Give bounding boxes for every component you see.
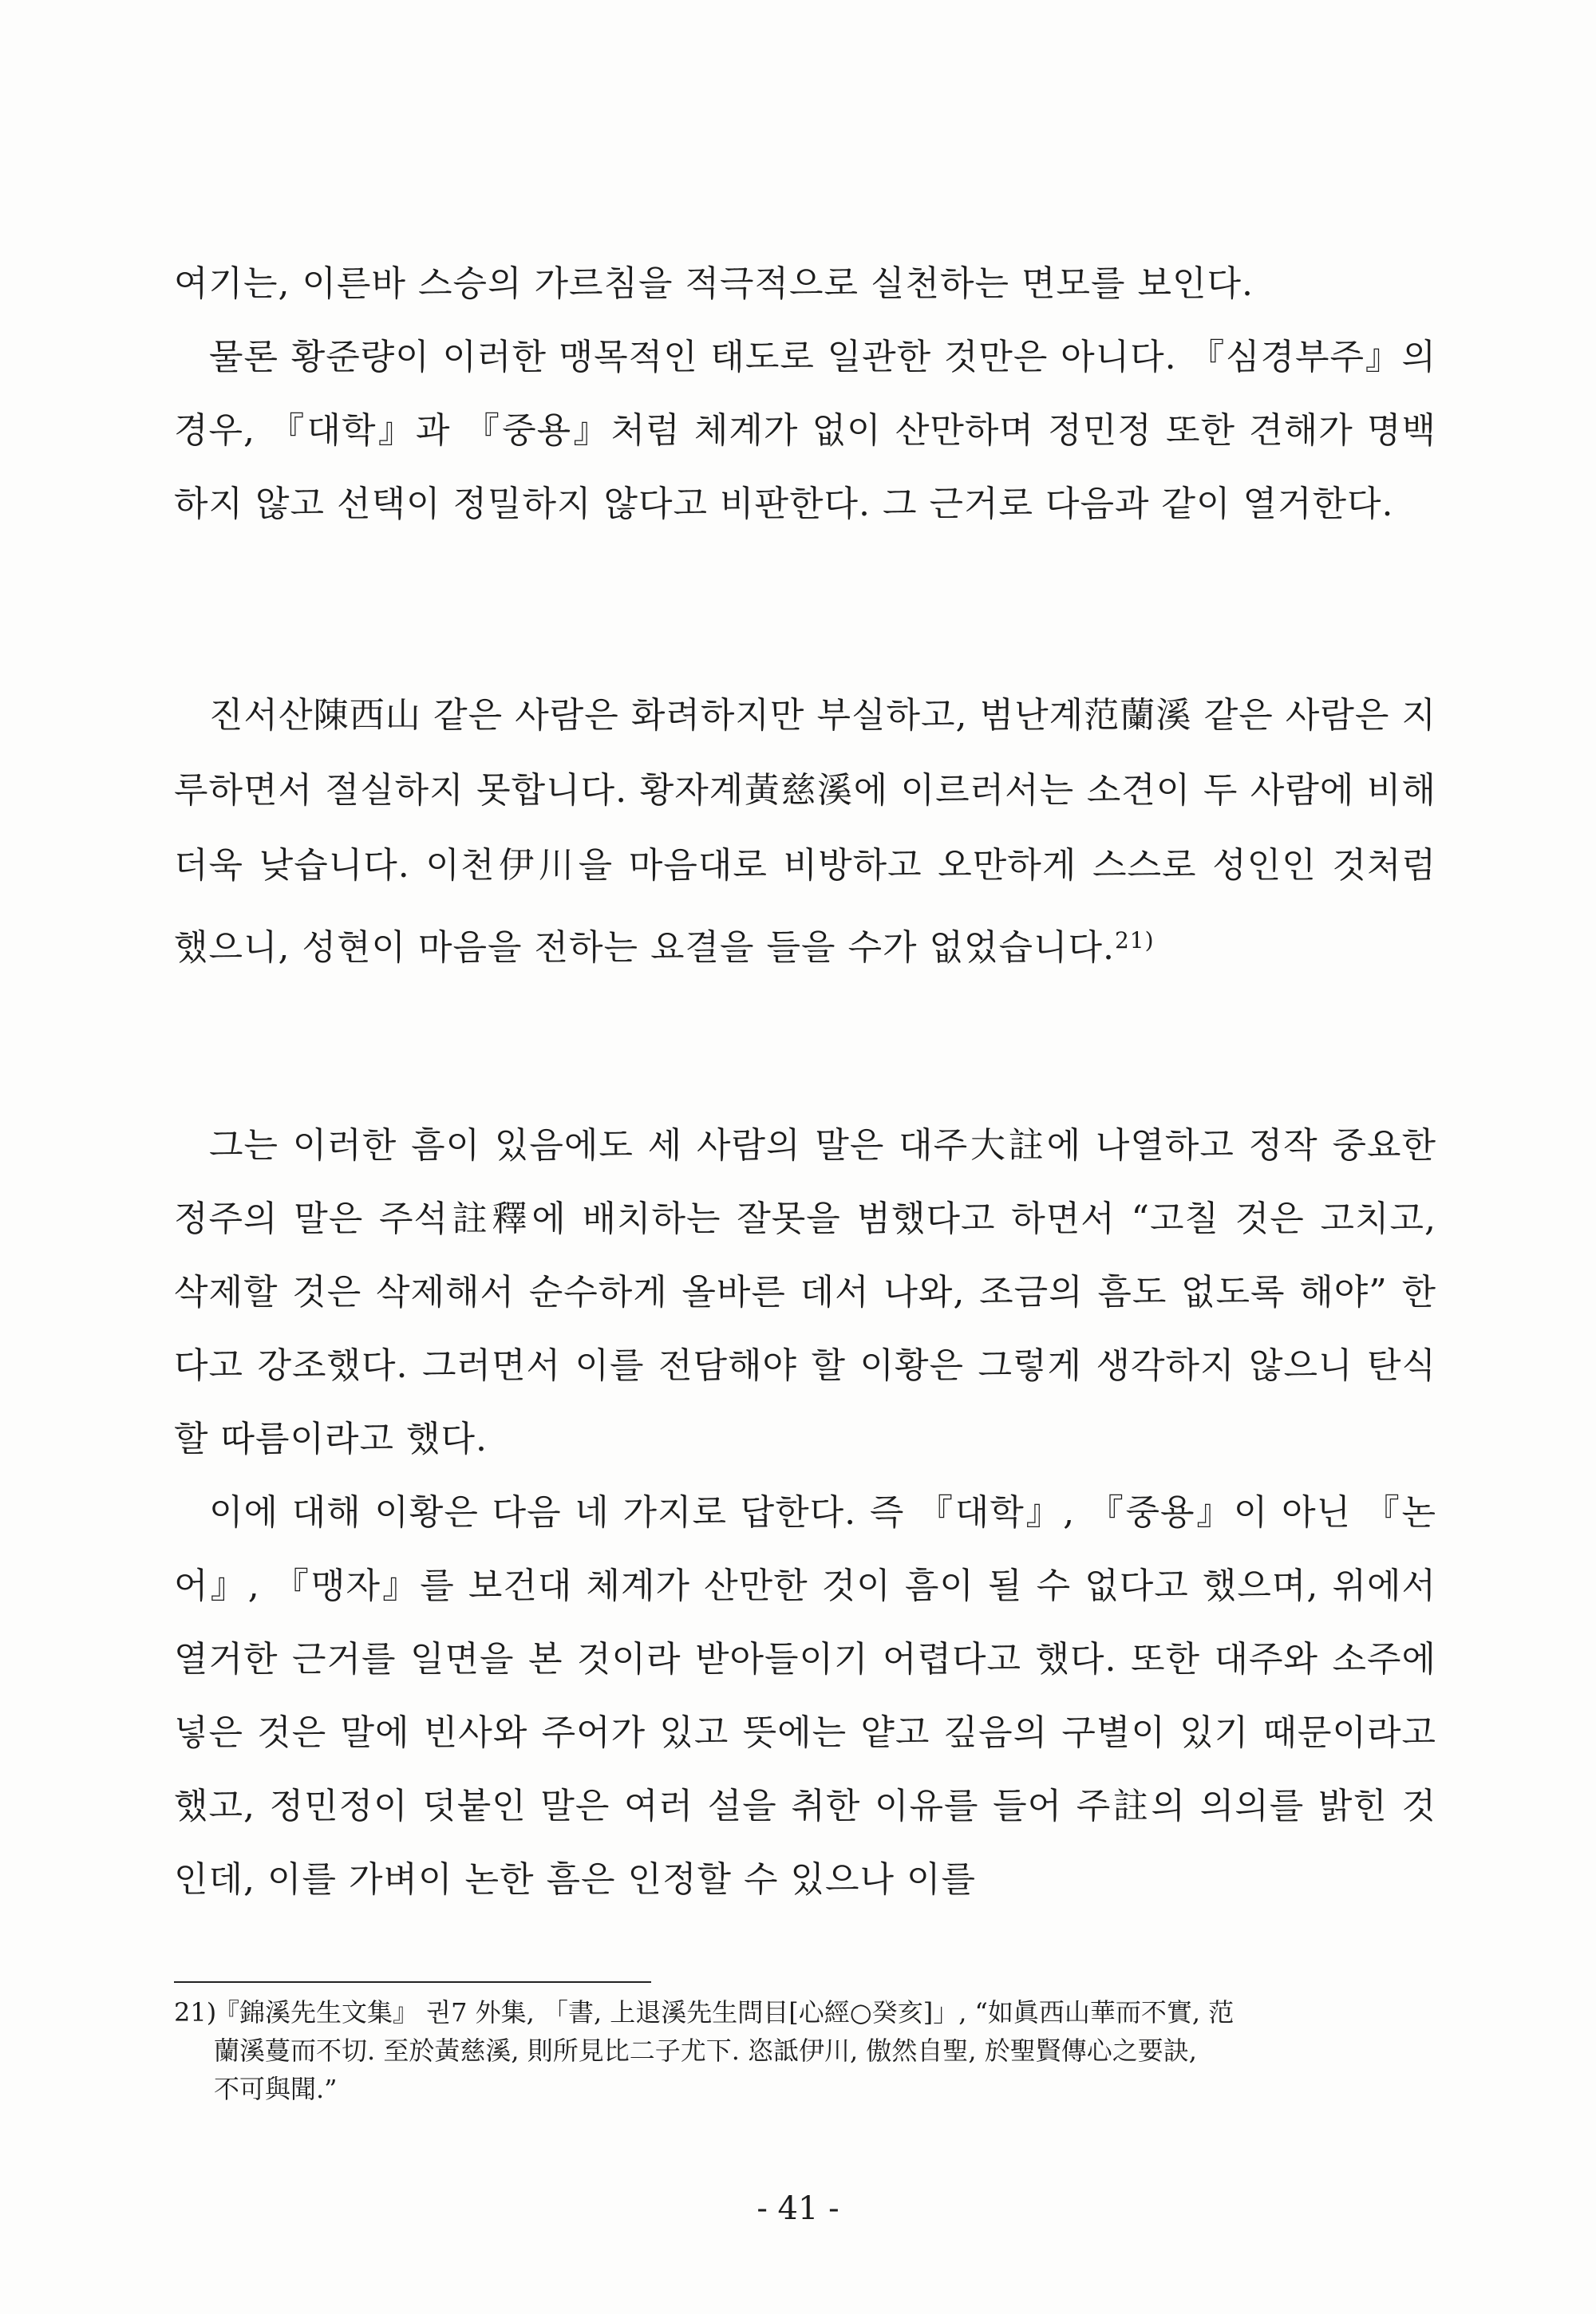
paragraph-4: 이에 대해 이황은 다음 네 가지로 답한다. 즉 『대학』, 『중용』이 아닌 『논어』, 『맹자』를 보건대 체계가 산만한 것이 흠이 될 수 없다고 했으며, 위에서 열거한 근거를 일면을 본 것이라 받아들이기 어렵다고 했다. 또한 대주와 소주에 넣은 것은 말에 빈사와 주어가 있고 뜻에는 얕고 깊음의 구별이 있기 때문이라고 했고, 정민정이 덧붙인 말은 여러 설을 취한 이유를 들어 주註의 의의를 밝힌 것인데, 이를 가벼이 논한 흠은 인정할 수 있으나 이를 (174, 1492, 1436, 1900)
footnote-number: 21) (174, 1997, 217, 2028)
footnote-line-2: 蘭溪蔓而不切. 至於黃慈溪, 則所見比二子尤下. 恣詆伊川, 傲然自聖, 於聖賢傳心之要訣, (214, 2036, 1197, 2066)
paragraph-3: 그는 이러한 흠이 있음에도 세 사람의 말은 대주大註에 나열하고 정작 중요한 정주의 말은 주석註釋에 배치하는 잘못을 범했다고 하면서 “고칠 것은 고치고, 삭제할 것은 삭제해서 순수하게 올바른 데서 나와, 조금의 흠도 없도록 해야” 한다고 강조했다. 그러면서 이를 전담해야 할 이황은 그렇게 생각하지 않으니 탄식할 따름이라고 했다. (174, 1125, 1436, 1459)
paragraph-1: 여기는, 이른바 스승의 가르침을 적극적으로 실천하는 면모를 보인다. (174, 263, 1254, 304)
main-text (174, 247, 1436, 541)
footnote-divider (174, 1981, 651, 1983)
footnote-line-1: 『錦溪先生文集』 권7 外集, 「書, 上退溪先生問目[心經○癸亥]」, “如眞西山華而不實, 范 (214, 1997, 1235, 2028)
page-number: - 41 - (757, 2190, 839, 2227)
footnote-ref: 21) (1114, 927, 1155, 954)
main-text-continued (174, 1109, 1436, 1917)
paragraph-2: 물론 황준량이 이러한 맹목적인 태도로 일관한 것만은 아니다. 『심경부주』의 경우, 『대학』과 『중용』처럼 체계가 없이 산만하며 정민정 또한 견해가 명백하지 않고 선택이 정밀하지 않다고 비판한다. 그 근거로 다음과 같이 열거한다. (174, 337, 1436, 524)
footnote-line-3: 不可與聞.” (214, 2074, 338, 2104)
quote-text (174, 678, 1436, 985)
footnote-21 (174, 1993, 1436, 2108)
block-quote (174, 678, 1436, 985)
quote-body: 진서산陳西山 같은 사람은 화려하지만 부실하고, 범난계范蘭溪 같은 사람은 지루하면서 절실하지 못합니다. 황자계黃慈溪에 이르러서는 소견이 두 사람에 비해 더욱 낮습니다. 이천伊川을 마음대로 비방하고 오만하게 스스로 성인인 것처럼 했으니, 성현이 마음을 전하는 요결을 들을 수가 없었습니다. (174, 695, 1436, 968)
